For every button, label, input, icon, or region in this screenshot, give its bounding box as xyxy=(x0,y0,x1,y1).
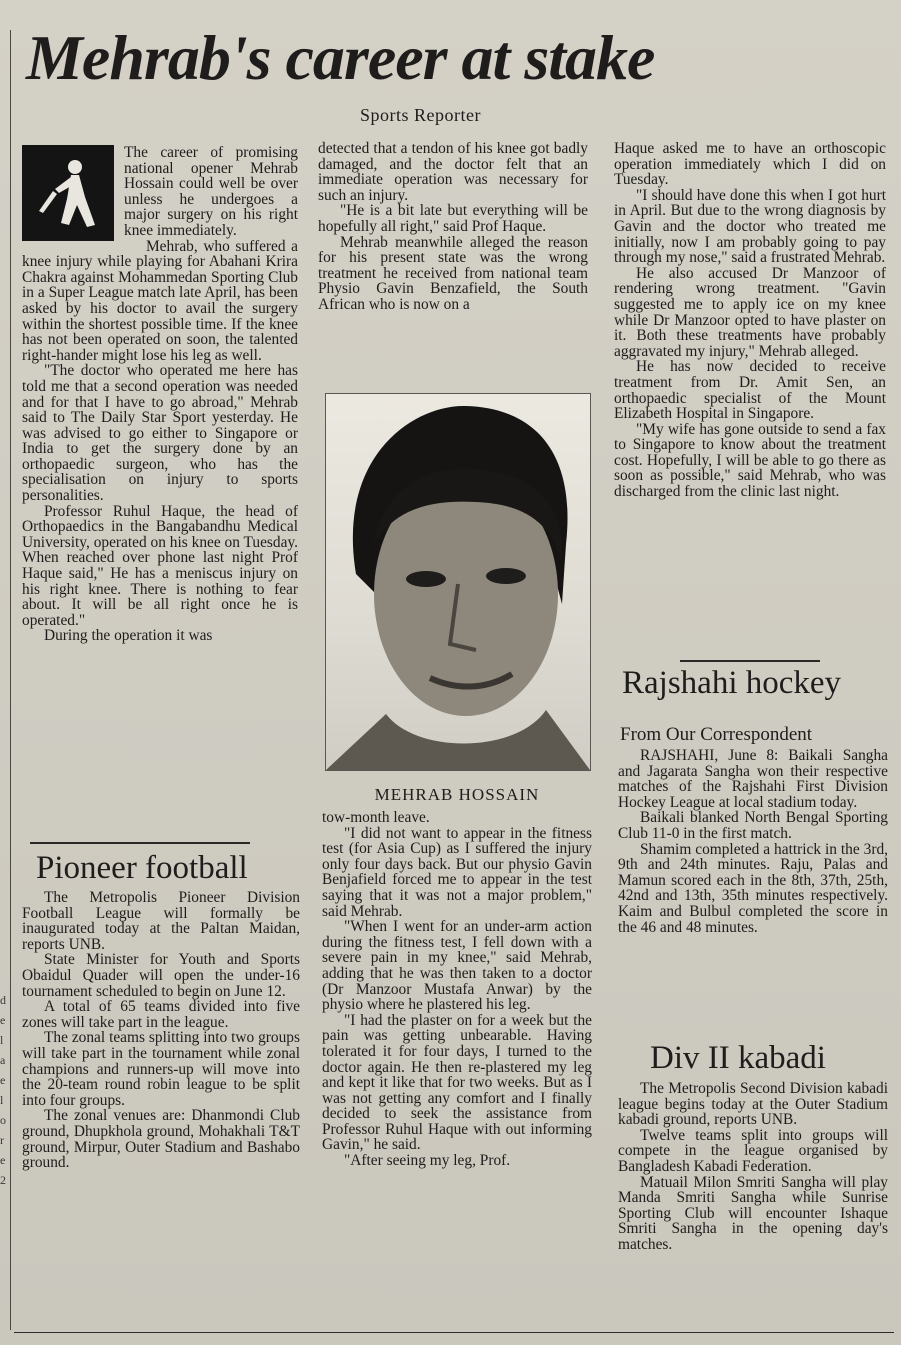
margin-letter: e xyxy=(0,1153,6,1167)
kabadi-title: Div II kabadi xyxy=(650,1040,826,1076)
article-paragraph: The zonal teams splitting into two groups will take part in the tournament while zonal champions and runners-up will move into the 20-team round robin league to be split into four groups. xyxy=(22,1029,300,1109)
article-paragraph: "I did not want to appear in the fitness test (for Asia Cup) as I suffered the injury only four days back. But our physio Gavin Benjafield forced me to appear in the test saying that it was not a major problem," said Mehrab. xyxy=(322,824,592,920)
article-paragraph: "The doctor who operated me here has told me that a second operation was needed and for that I have to go abroad," Mehrab said to The Daily Star Sport yesterday. He was advised to go either to Singapore or India to get the surgery done by an orthopaedic surgeon, who has the specialisation on injury to sports personalities. xyxy=(22,362,298,505)
byline: Sports Reporter xyxy=(360,105,481,125)
left-column-rule xyxy=(10,30,11,1330)
section-divider xyxy=(30,842,250,844)
article-paragraph: The career of promising national opener Mehrab Hossain could well be over unless he undergoes a major surgery on his right knee immediately. xyxy=(124,144,298,239)
margin-letter: l xyxy=(0,1033,4,1047)
margin-letter: e xyxy=(0,1073,6,1087)
article-paragraph: Matuail Milon Smriti Sangha will play Manda Smriti Sangha while Sunrise Sporting Club will encounter Ishaque Smriti Sangha in the opening day's matches. xyxy=(618,1173,888,1253)
article-paragraph: "When I went for an under-arm action during the fitness test, I fell down with a severe pain in my knee," said Mehrab, adding that he was then taken to a doctor (Dr Manzoor Mustafa Anwar) by the physio where he plastered his leg. xyxy=(322,918,592,1014)
article-paragraph: "I should have done this when I got hurt in April. But due to the wrong diagnosis by Gavin and the doctor who treated me initially, now I am probably going to pay through my nose," said a frustrated Mehrab. xyxy=(614,186,886,267)
article-paragraph: Shamim completed a hattrick in the 3rd, 9th and 24th minutes. Raju, Palas and Mamun scored each in the 8th, 37th, 25th, 42nd and 13th, 35th minutes respectively. Kaim and Bulbul completed the score in the 46 and 48 minutes. xyxy=(618,840,888,936)
article-paragraph: The Metropolis Second Division kabadi league begins today at the Outer Stadium kabadi ground, reports UNB. xyxy=(618,1080,888,1129)
article-paragraph: Haque asked me to have an orthoscopic operation immediately which I did on Tuesday. xyxy=(614,140,886,189)
section-divider xyxy=(680,660,820,662)
article-paragraph: The Metropolis Pioneer Division Football League will formally be inaugurated today at the Paltan Maidan, reports UNB. xyxy=(22,889,300,953)
photo-caption: MEHRAB HOSSAIN xyxy=(374,785,540,804)
margin-letter: 2 xyxy=(0,1173,6,1187)
article-paragraph: RAJSHAHI, June 8: Baikali Sangha and Jagarata Sangha won their respective matches of the Rajshahi First Division Hockey League at local stadium today. xyxy=(618,747,888,811)
article-paragraph: During the operation it was xyxy=(44,627,213,645)
headline: Mehrab's career at stake xyxy=(26,22,655,93)
article-paragraph: detected that a tendon of his knee got badly damaged, and the doctor felt that an immediate operation was necessary for such an injury. xyxy=(318,140,588,204)
article-paragraph: Mehrab meanwhile alleged the reason for his present state was the wrong treatment he received from national team Physio Gavin Benzafield, the South African who is now on a xyxy=(318,233,588,313)
article-paragraph: He also accused Dr Manzoor of rendering wrong treatment. "Gavin suggested me to apply ice on my knee while Dr Manzoor opted to have plaster on it. Both these treatments have probably aggravated my injury," Mehrab alleged. xyxy=(614,264,886,360)
article-paragraph: State Minister for Youth and Sports Obaidul Quader will open the under-16 tournament scheduled to begin on June 12. xyxy=(22,951,300,1000)
adjacent-column-fragment xyxy=(0,990,9,1190)
article-paragraph: A total of 65 teams divided into five zones will take part in the league. xyxy=(22,998,300,1031)
kabadi-article xyxy=(618,1081,888,1253)
article-paragraph: Baikali blanked North Bengal Sporting Club 11-0 in the first match. xyxy=(618,809,888,842)
rajshahi-hockey-article xyxy=(618,748,888,935)
margin-letter: l xyxy=(0,1093,4,1107)
cricket-batsman-icon xyxy=(22,145,114,241)
margin-letter: d xyxy=(0,993,6,1007)
article-paragraph: tow-month leave. xyxy=(322,809,430,826)
article-column-3 xyxy=(614,141,886,500)
article-paragraph: "I had the plaster on for a week but the pain was getting unbearable. Having tolerated it for four days, I turned to the doctor again. He then re-plastered my leg and kept it like that for two weeks. But as I was not getting any comfort and I finally decided to seek the assistance from Professor Ruhul Haque with out informing Gavin," he said. xyxy=(322,1011,592,1154)
margin-letter: a xyxy=(0,1053,6,1067)
rajshahi-hockey-title: Rajshahi hockey xyxy=(622,665,842,701)
margin-letter: o xyxy=(0,1113,6,1127)
article-paragraph: Mehrab, who suffered a knee injury while playing for Abahani Krira Chakra against Mohammedan Sporting Club in a Super League match late April, has been asked by his doctor to avail the surgery within the shortest possible time. If the knee has not been operated on soon, the talented right-hander might lose his leg as well. xyxy=(22,237,298,364)
player-photo xyxy=(325,393,591,771)
article-column-2-continued xyxy=(322,810,592,1169)
article-paragraph: Twelve teams split into groups will compete in the league organised by Bangladesh Kabadi Federation. xyxy=(618,1126,888,1175)
rajshahi-source: From Our Correspondent xyxy=(620,724,813,745)
page-bottom-rule xyxy=(14,1332,894,1333)
pioneer-football-title: Pioneer football xyxy=(36,850,248,886)
margin-letter: r xyxy=(0,1133,4,1147)
article-paragraph: "He is a bit late but everything will be hopefully all right," said Prof Haque. xyxy=(318,202,588,235)
margin-letter: e xyxy=(0,1013,6,1027)
article-column-1 xyxy=(22,145,298,644)
article-paragraph: Professor Ruhul Haque, the head of Orthopaedics in the Bangabandhu Medical University, operated on his knee on Tuesday. When reached over phone last night Prof Haque said," He has a meniscus injury on his right knee. There is nothing to fear about. It will be all right once he is operated." xyxy=(22,502,298,629)
article-column-2 xyxy=(318,141,588,313)
pioneer-football-article xyxy=(22,890,300,1171)
article-paragraph: The zonal venues are: Dhanmondi Club ground, Dhupkhola ground, Mohakhali T&T ground, Mirpur, Outer Stadium and Bashabo ground. xyxy=(22,1107,300,1172)
article-paragraph: He has now decided to receive treatment from Dr. Amit Sen, an orthopaedic specialist of the Mount Elizabeth Hospital in Singapore. xyxy=(614,358,886,423)
article-paragraph: "After seeing my leg, Prof. xyxy=(344,1152,511,1170)
article-paragraph: "My wife has gone outside to send a fax to Singapore to know about the treatment cost. Hopefully, I will be able to go there as soon as possible," said Mehrab, who was discharged from the clinic last night. xyxy=(614,420,886,501)
